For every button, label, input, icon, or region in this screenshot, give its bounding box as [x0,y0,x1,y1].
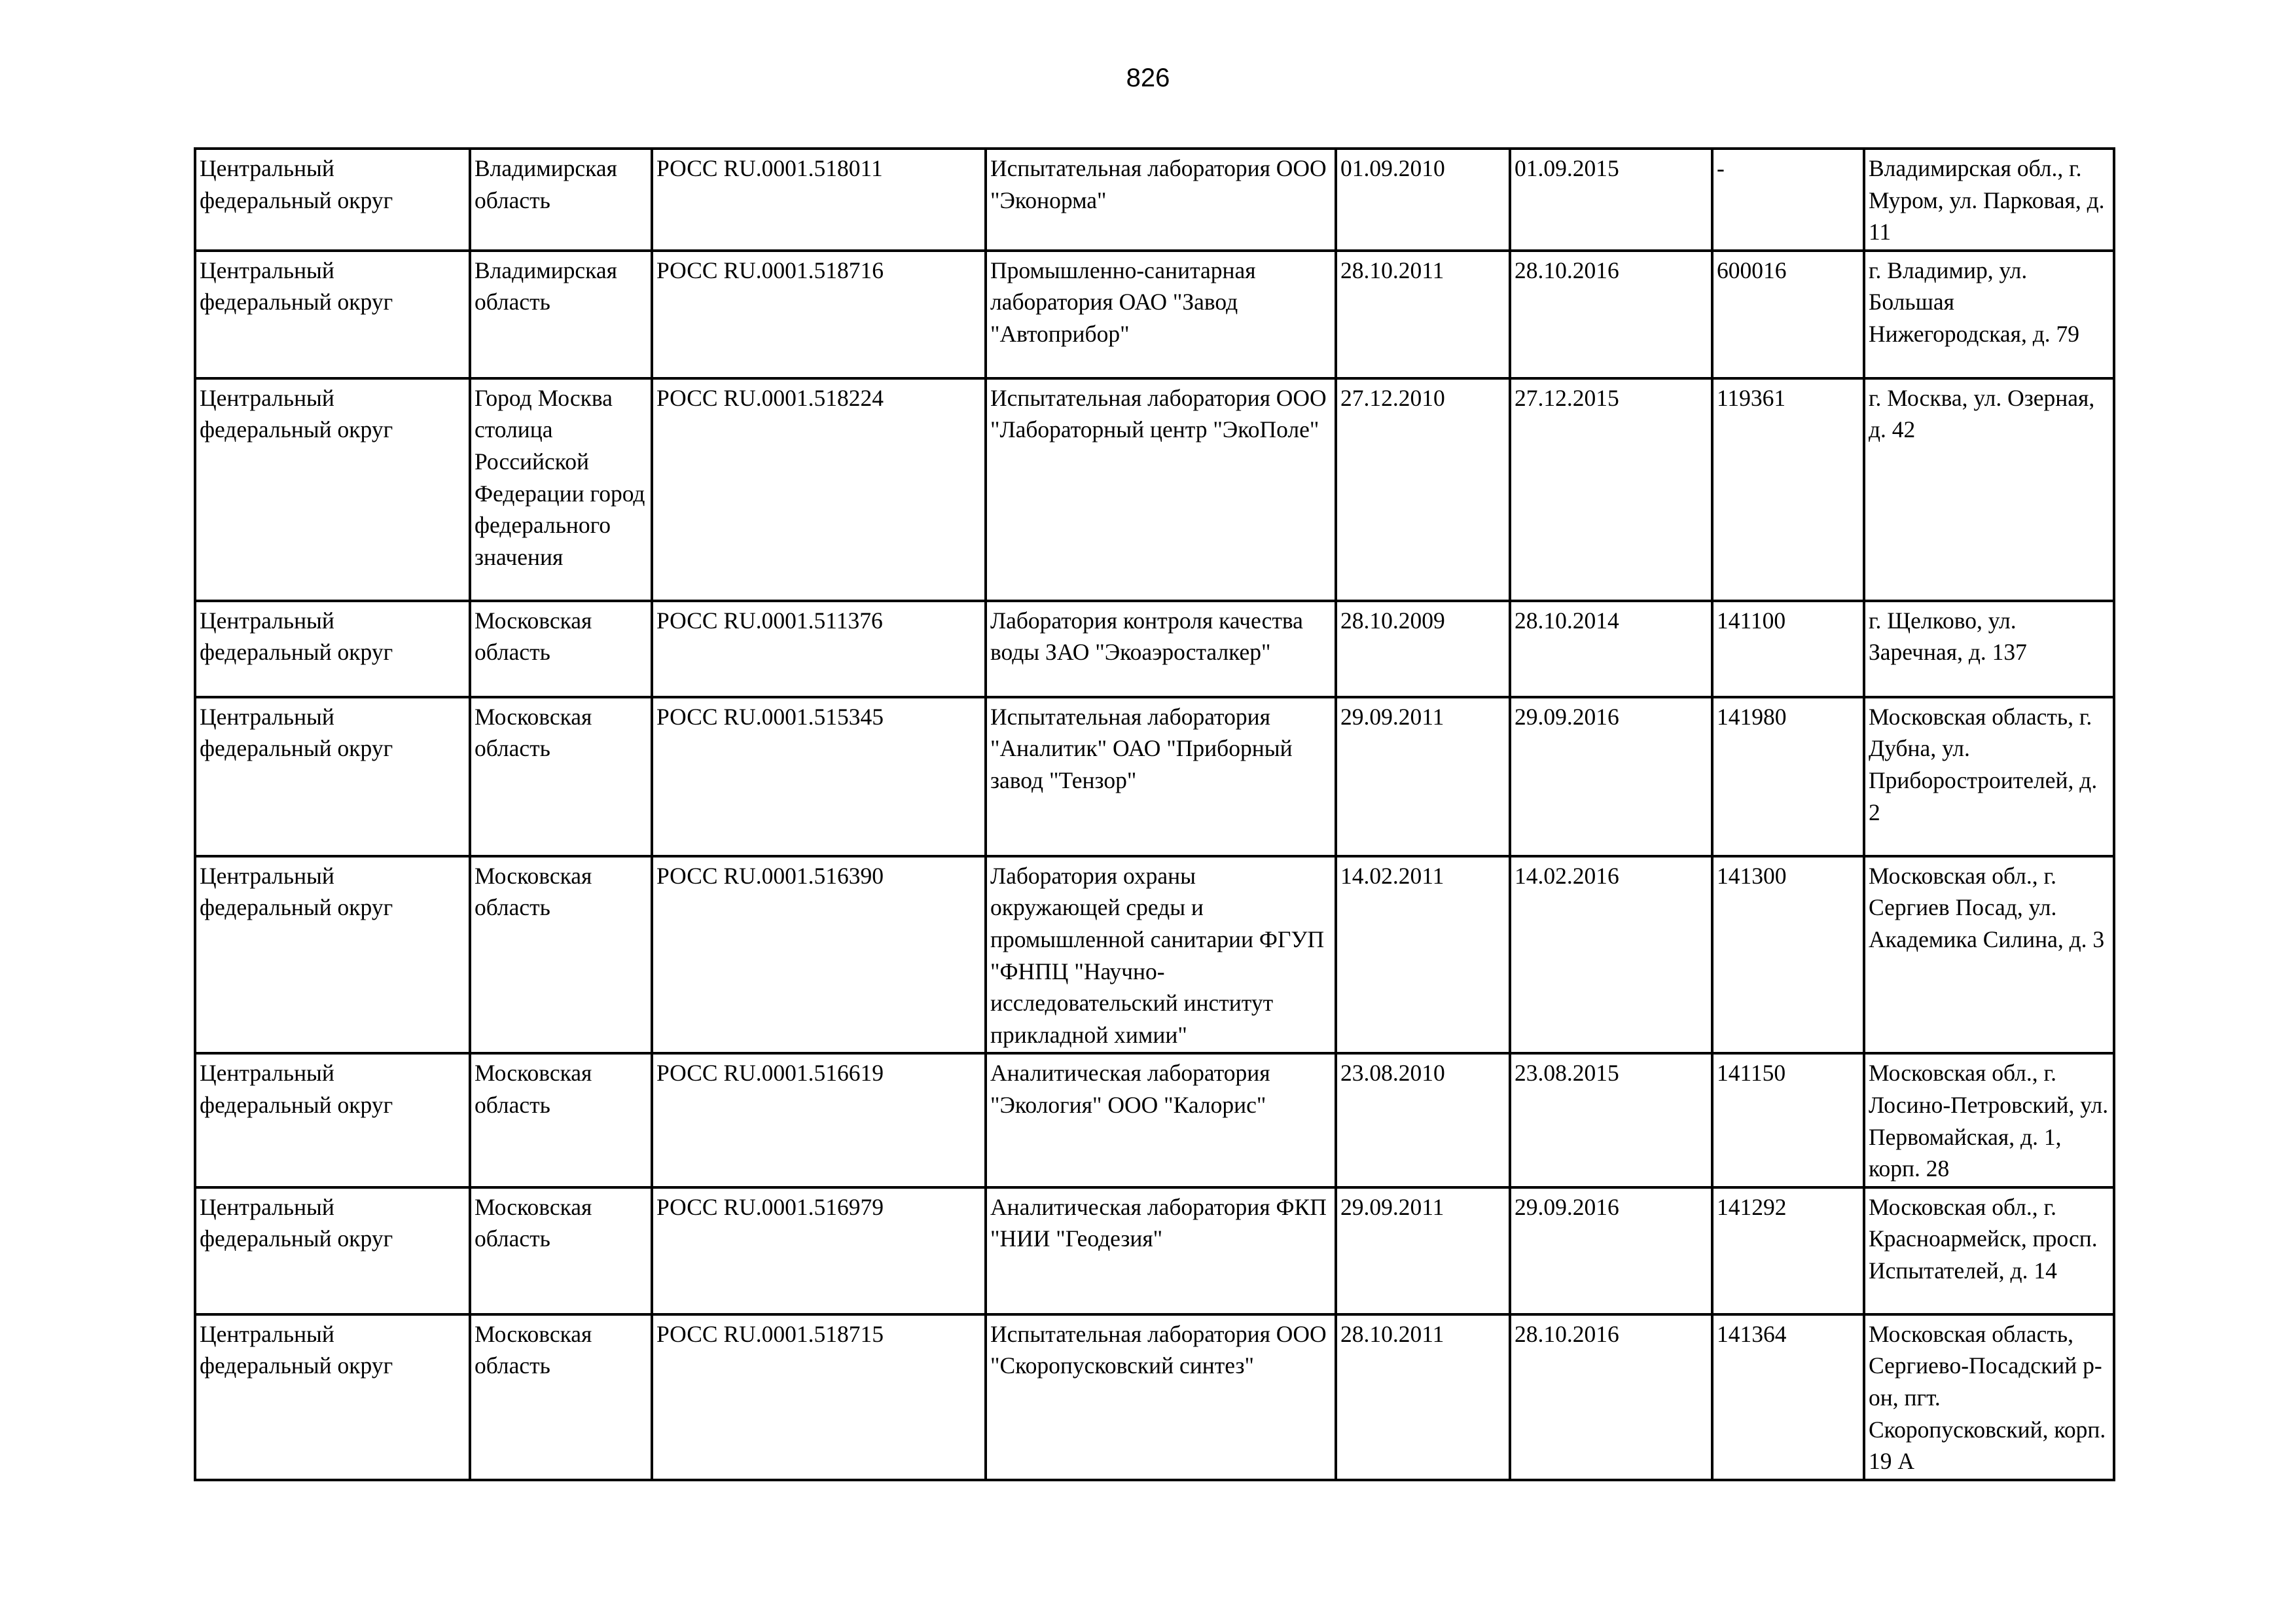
date-from-cell: 28.10.2011 [1336,1314,1510,1480]
table-row [195,1053,2114,1187]
address-cell: Московская область, г. Дубна, ул. Приборостроителей, д. 2 [1864,697,2114,856]
date-from-cell: 28.10.2009 [1336,601,1510,697]
table-row [195,601,2114,697]
date-from-cell: 14.02.2011 [1336,856,1510,1054]
table-row [195,856,2114,1054]
laboratory-cell: Испытательная лаборатория ООО "Лабораторный центр "ЭкоПоле" [986,378,1336,601]
date-to-cell: 23.08.2015 [1510,1053,1712,1187]
date-from-cell: 28.10.2011 [1336,251,1510,378]
region-cell: Московская область [470,1053,652,1187]
table-row [195,378,2114,601]
district-cell: Центральный федеральный округ [195,697,470,856]
date-to-cell: 28.10.2016 [1510,251,1712,378]
region-cell: Владимирская область [470,149,652,251]
postal-code-cell: 141300 [1712,856,1864,1054]
date-to-cell: 29.09.2016 [1510,697,1712,856]
accreditation-number-cell: РОСС RU.0001.515345 [652,697,986,856]
date-to-cell: 01.09.2015 [1510,149,1712,251]
region-cell: Владимирская область [470,251,652,378]
accreditation-number-cell: РОСС RU.0001.516979 [652,1187,986,1314]
district-cell: Центральный федеральный округ [195,1053,470,1187]
region-cell: Город Москва столица Российской Федерации город федерального значения [470,378,652,601]
laboratory-cell: Аналитическая лаборатория "Экология" ООО "Калорис" [986,1053,1336,1187]
address-cell: Московская область, Сергиево-Посадский р-он, пгт. Скоропусковский, корп. 19 А [1864,1314,2114,1480]
postal-code-cell: 119361 [1712,378,1864,601]
region-cell: Московская область [470,601,652,697]
postal-code-cell: 600016 [1712,251,1864,378]
laboratory-cell: Лаборатория контроля качества воды ЗАО "Экоаэросталкер" [986,601,1336,697]
address-cell: г. Владимир, ул. Большая Нижегородская, д. 79 [1864,251,2114,378]
region-cell: Московская область [470,697,652,856]
date-from-cell: 29.09.2011 [1336,1187,1510,1314]
accreditation-number-cell: РОСС RU.0001.511376 [652,601,986,697]
laboratory-cell: Испытательная лаборатория "Аналитик" ОАО "Приборный завод "Тензор" [986,697,1336,856]
district-cell: Центральный федеральный округ [195,601,470,697]
table-row [195,697,2114,856]
date-from-cell: 29.09.2011 [1336,697,1510,856]
postal-code-cell: 141980 [1712,697,1864,856]
date-from-cell: 01.09.2010 [1336,149,1510,251]
date-from-cell: 23.08.2010 [1336,1053,1510,1187]
table-row [195,1187,2114,1314]
address-cell: г. Щелково, ул. Заречная, д. 137 [1864,601,2114,697]
address-cell: г. Москва, ул. Озерная, д. 42 [1864,378,2114,601]
region-cell: Московская область [470,856,652,1054]
postal-code-cell: - [1712,149,1864,251]
district-cell: Центральный федеральный округ [195,149,470,251]
accreditation-number-cell: РОСС RU.0001.518716 [652,251,986,378]
laboratory-cell: Аналитическая лаборатория ФКП "НИИ "Геодезия" [986,1187,1336,1314]
postal-code-cell: 141150 [1712,1053,1864,1187]
laboratory-registry-table [194,147,2115,1481]
date-to-cell: 28.10.2016 [1510,1314,1712,1480]
laboratory-cell: Лаборатория охраны окружающей среды и промышленной санитарии ФГУП "ФНПЦ "Научно-исследовательский институт прикладной химии" [986,856,1336,1054]
address-cell: Московская обл., г. Сергиев Посад, ул. Академика Силина, д. 3 [1864,856,2114,1054]
district-cell: Центральный федеральный округ [195,1314,470,1480]
address-cell: Московская обл., г. Лосино-Петровский, ул. Первомайская, д. 1, корп. 28 [1864,1053,2114,1187]
district-cell: Центральный федеральный округ [195,251,470,378]
region-cell: Московская область [470,1187,652,1314]
district-cell: Центральный федеральный округ [195,1187,470,1314]
accreditation-number-cell: РОСС RU.0001.518011 [652,149,986,251]
table-row [195,149,2114,251]
accreditation-number-cell: РОСС RU.0001.516390 [652,856,986,1054]
page-number: 826 [1126,63,1170,92]
table-row [195,1314,2114,1480]
date-to-cell: 14.02.2016 [1510,856,1712,1054]
date-to-cell: 27.12.2015 [1510,378,1712,601]
table-row [195,251,2114,378]
district-cell: Центральный федеральный округ [195,378,470,601]
date-from-cell: 27.12.2010 [1336,378,1510,601]
accreditation-number-cell: РОСС RU.0001.518715 [652,1314,986,1480]
date-to-cell: 29.09.2016 [1510,1187,1712,1314]
laboratory-cell: Испытательная лаборатория ООО "Эконорма" [986,149,1336,251]
address-cell: Владимирская обл., г. Муром, ул. Парковая, д. 11 [1864,149,2114,251]
postal-code-cell: 141364 [1712,1314,1864,1480]
district-cell: Центральный федеральный округ [195,856,470,1054]
laboratory-cell: Испытательная лаборатория ООО "Скоропусковский синтез" [986,1314,1336,1480]
region-cell: Московская область [470,1314,652,1480]
postal-code-cell: 141292 [1712,1187,1864,1314]
accreditation-number-cell: РОСС RU.0001.518224 [652,378,986,601]
address-cell: Московская обл., г. Красноармейск, просп. Испытателей, д. 14 [1864,1187,2114,1314]
postal-code-cell: 141100 [1712,601,1864,697]
date-to-cell: 28.10.2014 [1510,601,1712,697]
laboratory-cell: Промышленно-санитарная лаборатория ОАО "Завод "Автоприбор" [986,251,1336,378]
accreditation-number-cell: РОСС RU.0001.516619 [652,1053,986,1187]
